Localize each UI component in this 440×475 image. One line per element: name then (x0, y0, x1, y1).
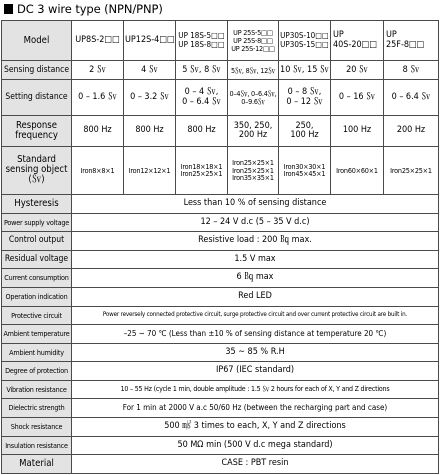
value-cell: For 1 min at 2000 V a.c 50/60 Hz (between the recharging part and case) (72, 399, 439, 418)
spec-row (2, 250, 439, 269)
value-cell: Iron18×18×1 Iron25×25×1 (176, 146, 228, 194)
spec-row (2, 455, 439, 474)
spec-row (2, 325, 439, 344)
value-cell: 12 – 24 V d.c (5 – 35 V d.c) (72, 213, 439, 232)
spec-row (2, 436, 439, 455)
value-cell: 2 ㏜ (72, 61, 124, 80)
value-cell: Power reversely connected protective circuit, surge protective circuit and over current protective circuit are built in. (72, 306, 439, 325)
model-cell: UP 25S-5□□ UP 25S-8□□ UP 25S-12□□ (228, 21, 279, 61)
value-cell: 6 ㏃ max (72, 269, 439, 288)
row-label: Insulation resistance (2, 436, 72, 455)
row-label: Ambient temperature (2, 325, 72, 344)
value-cell: Iron30×30×1 Iron45×45×1 (279, 146, 331, 194)
value-cell: 0 – 4 ㏜, 0 – 6.4 ㏜ (176, 80, 228, 116)
value-cell: –25 ∼ 70 ℃ (Less than ±10 % of sensing distance at temperature 20 ℃) (72, 325, 439, 344)
row-label: Ambient humidity (2, 343, 72, 362)
value-cell: Iron12×12×1 (124, 146, 176, 194)
spec-table (1, 20, 439, 474)
value-cell: Iron60×60×1 (331, 146, 384, 194)
value-cell: 350, 250, 200 Hz (228, 116, 279, 147)
value-cell: Resistive load : 200 ㏃ max. (72, 232, 439, 251)
value-cell: 0 – 8 ㏜, 0 – 12 ㏜ (279, 80, 331, 116)
value-cell: 0 – 1.6 ㏜ (72, 80, 124, 116)
value-cell: 5 ㏜, 8 ㏜ (176, 61, 228, 80)
row-label: Dielectric strength (2, 399, 72, 418)
row-label: Shock resistance (2, 418, 72, 437)
row-label: Material (2, 455, 72, 474)
model-cell: UP 18S-5□□ UP 18S-8□□ (176, 21, 228, 61)
spec-row (2, 194, 439, 213)
value-cell: IP67 (IEC standard) (72, 362, 439, 381)
section-title (4, 2, 163, 16)
value-cell: Less than 10 % of sensing distance (72, 194, 439, 213)
setting-distance-row (2, 80, 439, 116)
value-cell: 250, 100 Hz (279, 116, 331, 147)
sensing-object-row (2, 146, 439, 194)
section-title-text: DC 3 wire type (NPN/PNP) (17, 2, 163, 16)
value-cell: 1.5 V max (72, 250, 439, 269)
row-label: Standard sensing object (㏜) (2, 146, 72, 194)
row-label: Power supply voltage (2, 213, 72, 232)
row-label: Hysteresis (2, 194, 72, 213)
row-label: Control output (2, 232, 72, 251)
spec-row (2, 343, 439, 362)
response-frequency-row (2, 116, 439, 147)
model-cell: UP30S-10□□ UP30S-15□□ (279, 21, 331, 61)
model-cell: UP 25F-8□□ (384, 21, 439, 61)
spec-row (2, 380, 439, 399)
value-cell: 800 Hz (124, 116, 176, 147)
value-cell: 35 ∼ 85 % R.H (72, 343, 439, 362)
value-cell: 4 ㏜ (124, 61, 176, 80)
value-cell: 800 Hz (72, 116, 124, 147)
value-cell: 200 Hz (384, 116, 439, 147)
model-cell: UP12S-4□□ (124, 21, 176, 61)
spec-row (2, 418, 439, 437)
spec-row (2, 306, 439, 325)
spec-row (2, 362, 439, 381)
value-cell: Iron25×25×1 Iron25×25×1 Iron35×35×1 (228, 146, 279, 194)
value-cell: Iron8×8×1 (72, 146, 124, 194)
model-header: Model (2, 21, 72, 61)
model-cell: UP8S-2□□ (72, 21, 124, 61)
row-label: Operation indication (2, 287, 72, 306)
value-cell: 20 ㏜ (331, 61, 384, 80)
spec-row (2, 232, 439, 251)
spec-row (2, 213, 439, 232)
value-cell: 8 ㏜ (384, 61, 439, 80)
row-label: Current consumption (2, 269, 72, 288)
value-cell: 800 Hz (176, 116, 228, 147)
row-label: Setting distance (2, 80, 72, 116)
value-cell: 5㏜, 8㏜, 12㏜ (228, 61, 279, 80)
value-cell: Iron25×25×1 (384, 146, 439, 194)
black-square-icon (4, 4, 13, 14)
value-cell: 100 Hz (331, 116, 384, 147)
value-cell: 0 – 6.4 ㏜ (384, 80, 439, 116)
row-label: Sensing distance (2, 61, 72, 80)
value-cell: 10 ㏜, 15 ㏜ (279, 61, 331, 80)
value-cell: 0 – 16 ㏜ (331, 80, 384, 116)
row-label: Degree of protection (2, 362, 72, 381)
model-row (2, 21, 439, 61)
value-cell: 0–4㏜, 0–6.4㏜, 0–9.6㏜ (228, 80, 279, 116)
row-label: Protective circuit (2, 306, 72, 325)
value-cell: 50 MΩ min (500 V d.c mega standard) (72, 436, 439, 455)
value-cell: 0 – 3.2 ㏜ (124, 80, 176, 116)
sensing-distance-row (2, 61, 439, 80)
model-cell: UP 40S-20□□ (331, 21, 384, 61)
value-cell: Red LED (72, 287, 439, 306)
row-label: Vibration resistance (2, 380, 72, 399)
spec-row (2, 269, 439, 288)
value-cell: CASE : PBT resin (72, 455, 439, 474)
spec-row (2, 287, 439, 306)
value-cell: 500 ㎨ 3 times to each, X, Y and Z directions (72, 418, 439, 437)
row-label: Response frequency (2, 116, 72, 147)
row-label: Residual voltage (2, 250, 72, 269)
value-cell: 10 – 55 Hz (cycle 1 min, double amplitude : 1.5 ㏜ 2 hours for each of X, Y and Z directions (72, 380, 439, 399)
spec-row (2, 399, 439, 418)
